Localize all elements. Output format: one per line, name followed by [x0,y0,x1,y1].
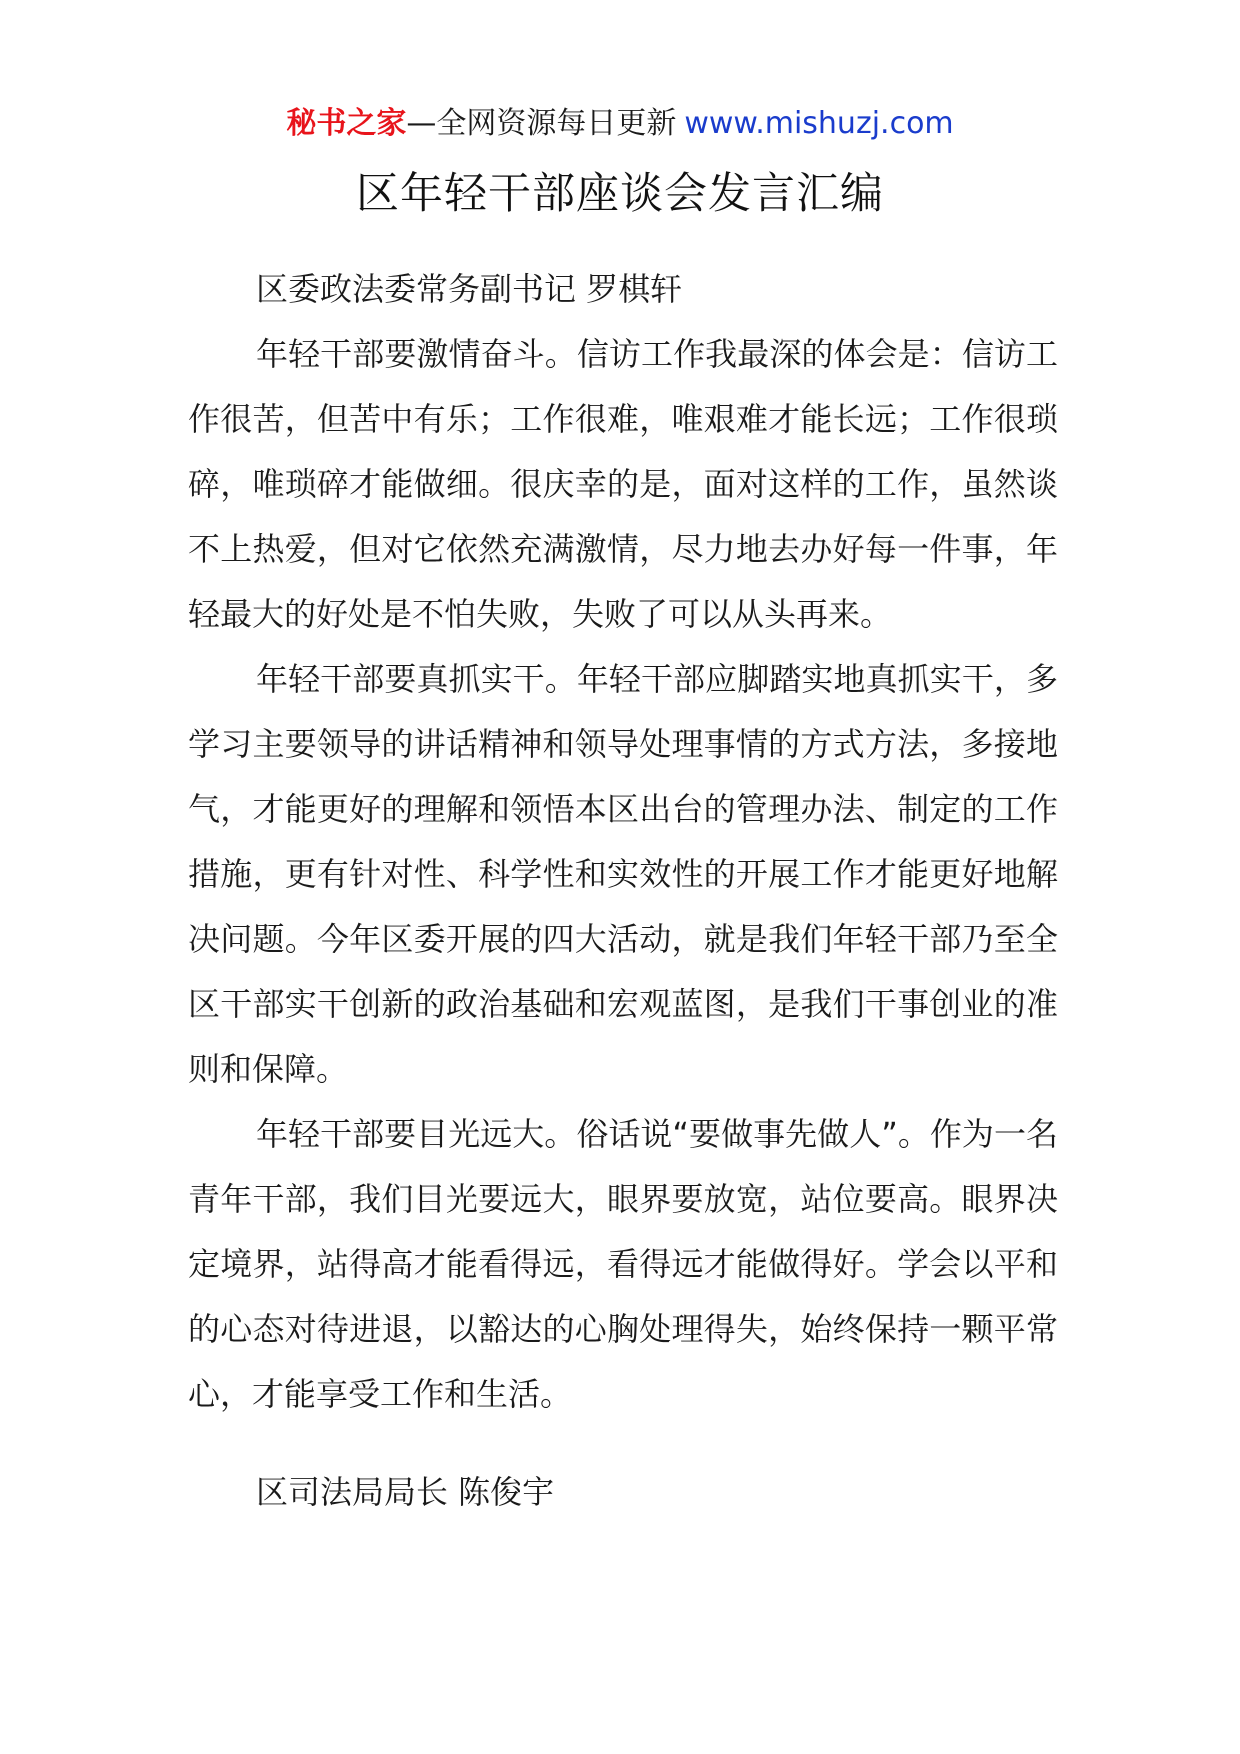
site-banner [0,104,1240,144]
speaker-heading: 区司法局局长 陈俊宇 [256,1473,555,1511]
section-gap [188,1427,1058,1460]
speaker-heading: 区委政法委常务副书记 罗棋轩 [256,270,683,308]
body-paragraph: 年轻干部要目光远大。俗话说“要做事先做人”。作为一名青年干部，我们目光要远大，眼界要放宽，站位要高。眼界决定境界，站得高才能看得远，看得远才能做得好。学会以平和的心态对待进退，以豁达的心胸处理得失，始终保持一颗平常心，才能享受工作和生活。 [188,1115,1058,1413]
banner-url-link[interactable]: www.mishuzj.com [684,106,954,141]
body-paragraph: 年轻干部要激情奋斗。信访工作我最深的体会是：信访工作很苦，但苦中有乐；工作很难，唯艰难才能长远；工作很琐碎，唯琐碎才能做细。很庆幸的是，面对这样的工作，虽然谈不上热爱，但对它依然充满激情，尽力地去办好每一件事，年轻最大的好处是不怕失败，失败了可以从头再来。 [188,335,1058,633]
banner-slogan: —全网资源每日更新 [406,106,677,141]
banner-brand: 秘书之家 [286,106,407,141]
body-paragraph: 年轻干部要真抓实干。年轻干部应脚踏实地真抓实干，多学习主要领导的讲话精神和领导处理事情的方式方法，多接地气，才能更好的理解和领悟本区出台的管理办法、制定的工作措施，更有针对性、科学性和实效性的开展工作才能更好地解决问题。今年区委开展的四大活动，就是我们年轻干部乃至全区干部实干创新的政治基础和宏观蓝图，是我们干事创业的准则和保障。 [188,660,1058,1088]
document-body [188,257,1058,1525]
document-title: 区年轻干部座谈会发言汇编 [356,169,884,219]
